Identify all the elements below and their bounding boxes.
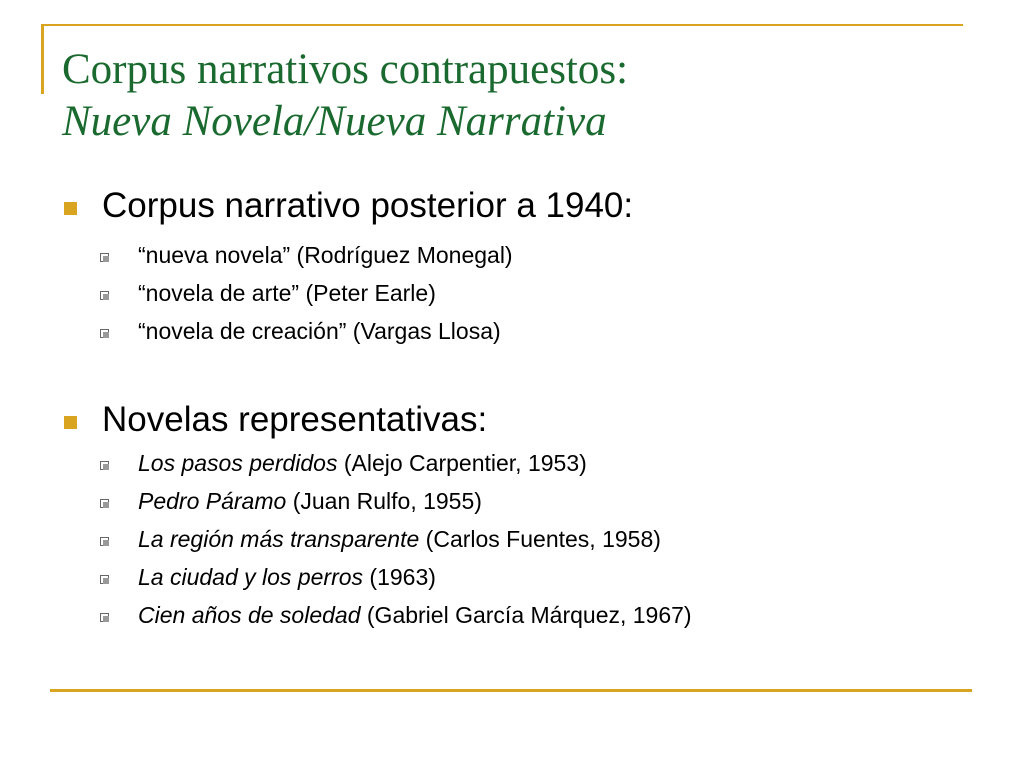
slide-body — [62, 182, 962, 634]
novel-title: Los pasos perdidos — [138, 450, 338, 476]
novel-title: La ciudad y los perros — [138, 564, 364, 590]
left-rule — [41, 24, 44, 94]
sub-bullet-text: “novela de creación” (Vargas Llosa) — [138, 318, 501, 344]
sub-bullet-item — [62, 520, 962, 558]
hollow-square-bullet-icon — [100, 613, 109, 622]
sub-bullet-item — [62, 312, 962, 350]
square-bullet-icon — [64, 202, 77, 215]
sub-bullet-text: “novela de arte” (Peter Earle) — [138, 280, 436, 306]
title-line-2: Nueva Novela/Nueva Narrativa — [62, 98, 607, 145]
hollow-square-bullet-icon — [100, 575, 109, 584]
sub-bullet-item — [62, 596, 962, 634]
sub-bullet-item — [62, 236, 962, 274]
novel-detail: (Carlos Fuentes, 1958) — [419, 526, 661, 552]
hollow-square-bullet-icon — [100, 253, 109, 262]
hollow-square-bullet-icon — [100, 537, 109, 546]
bottom-rule — [50, 689, 972, 692]
bullet-heading: Corpus narrativo posterior a 1940: — [102, 186, 634, 225]
novel-detail: (1963) — [363, 564, 436, 590]
sub-bullet-item — [62, 482, 962, 520]
top-rule — [41, 24, 963, 26]
bullet-heading: Novelas representativas: — [102, 400, 488, 439]
novel-detail: (Alejo Carpentier, 1953) — [337, 450, 587, 476]
bullet-item-corpus — [62, 182, 962, 230]
sub-bullet-item — [62, 274, 962, 312]
hollow-square-bullet-icon — [100, 499, 109, 508]
hollow-square-bullet-icon — [100, 461, 109, 470]
novel-title: Cien años de soledad — [138, 602, 361, 628]
novel-title: Pedro Páramo — [138, 488, 287, 514]
sub-bullet-item — [62, 558, 962, 596]
hollow-square-bullet-icon — [100, 291, 109, 300]
novel-detail: (Gabriel García Márquez, 1967) — [360, 602, 692, 628]
title-line-1: Corpus narrativos contrapuestos: — [62, 46, 629, 93]
bullet-item-novelas — [62, 396, 962, 444]
novel-title: La región más transparente — [138, 526, 420, 552]
sub-bullet-text: “nueva novela” (Rodríguez Monegal) — [138, 242, 513, 268]
slide-title — [62, 44, 962, 148]
square-bullet-icon — [64, 416, 77, 429]
hollow-square-bullet-icon — [100, 329, 109, 338]
novel-detail: (Juan Rulfo, 1955) — [286, 488, 482, 514]
sub-bullet-item — [62, 444, 962, 482]
